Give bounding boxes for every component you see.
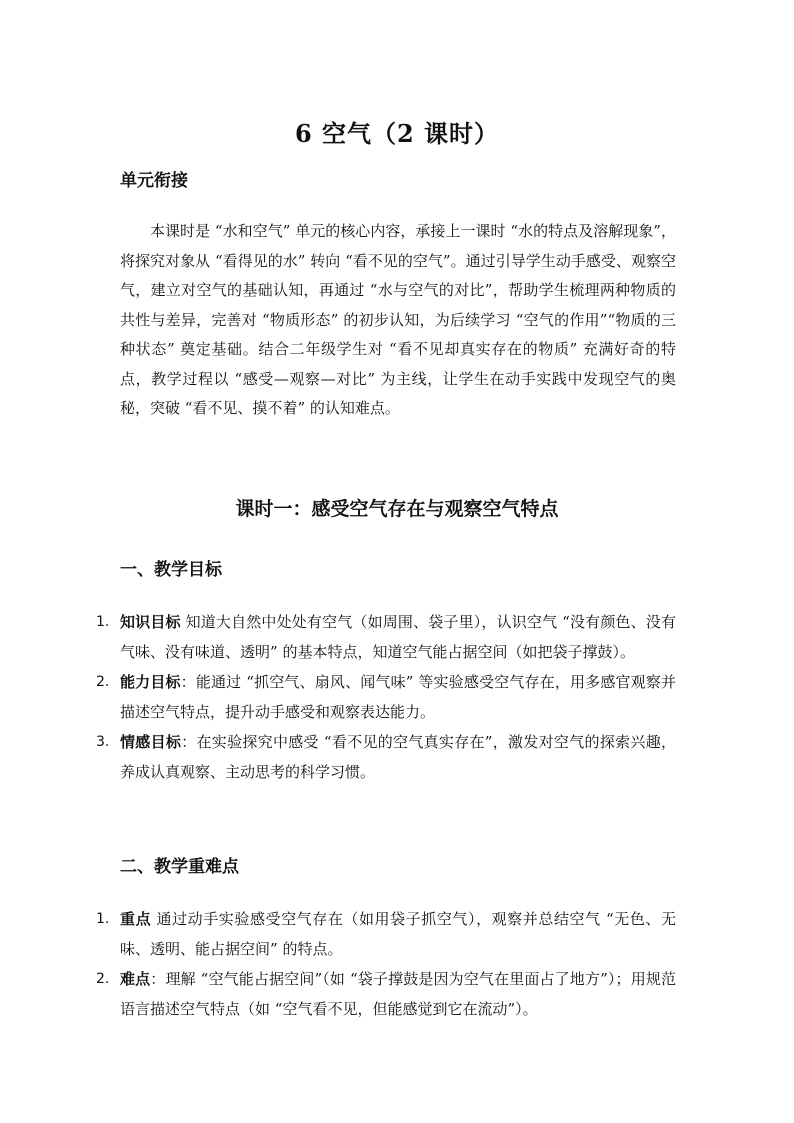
objectives-heading: 一、教学目标 [120,560,222,580]
list-item-number: 2. [96,971,110,987]
key-points-list [92,904,676,1024]
list-item-number: 1. [96,911,110,927]
list-item [92,964,676,1024]
list-item-text: ：理解 “空气能占据空间”（如 “袋子撑鼓是因为空气在里面占了地方”）；用规范语言描述空气特点（如 “空气看不见，但能感觉到它在流动”）。 [120,970,676,1018]
unit-link-paragraph: 本课时是 “水和空气” 单元的核心内容，承接上一课时 “水的特点及溶解现象”，将探究对象从 “看得见的水” 转向 “看不见的空气”。通过引导学生动手感受、观察空气，建立对空气的基础认知，再通过 “水与空气的对比”，帮助学生梳理两种物质的共性与差异，完善对 “物质形态” 的初步认知，为后续学习 “空气的作用”“物质的三种状态” 奠定基础。结合二年级学生对 “看不见却真实存在的物质” 充满好奇的特点，教学过程以 “感受—观察—对比” 为主线，让学生在动手实践中发现空气的奥秘，突破 “看不见、摸不着” 的认知难点。 [120,222,676,417]
document-title: 6 空气（2 课时） [294,119,500,149]
list-item-lead: 难点 [120,970,151,988]
list-item-number: 3. [96,734,110,750]
list-item-number: 1. [96,614,110,630]
list-item-text: 知道大自然中处处有空气（如周围、袋子里），认识空气 “没有颜色、没有气味、没有味道、透明” 的基本特点，知道空气能占据空间（如把袋子撑鼓）。 [120,613,676,661]
list-item-lead: 能力目标 [120,673,181,691]
objectives-list [92,607,676,787]
list-item-text: ：能通过 “抓空气、扇风、闻气味” 等实验感受空气存在，用多感官观察并描述空气特点，提升动手感受和观察表达能力。 [120,673,676,721]
unit-link-heading: 单元衔接 [120,171,188,191]
list-item-text: 通过动手实验感受空气存在（如用袋子抓空气），观察并总结空气 “无色、无味、透明、能占据空间” 的特点。 [120,910,676,958]
list-item [92,727,676,787]
list-item-lead: 重点 [120,910,152,928]
list-item-text: ：在实验探究中感受 “看不见的空气真实存在”，激发对空气的探索兴趣，养成认真观察、主动思考的科学习惯。 [120,733,676,781]
list-item [92,904,676,964]
list-item [92,607,676,667]
list-item [92,667,676,727]
list-item-lead: 情感目标 [120,733,182,751]
list-item-number: 2. [96,674,110,690]
lesson1-heading: 课时一：感受空气存在与观察空气特点 [235,498,559,520]
key-points-heading: 二、教学重难点 [120,857,239,877]
list-item-lead: 知识目标 [120,613,181,631]
